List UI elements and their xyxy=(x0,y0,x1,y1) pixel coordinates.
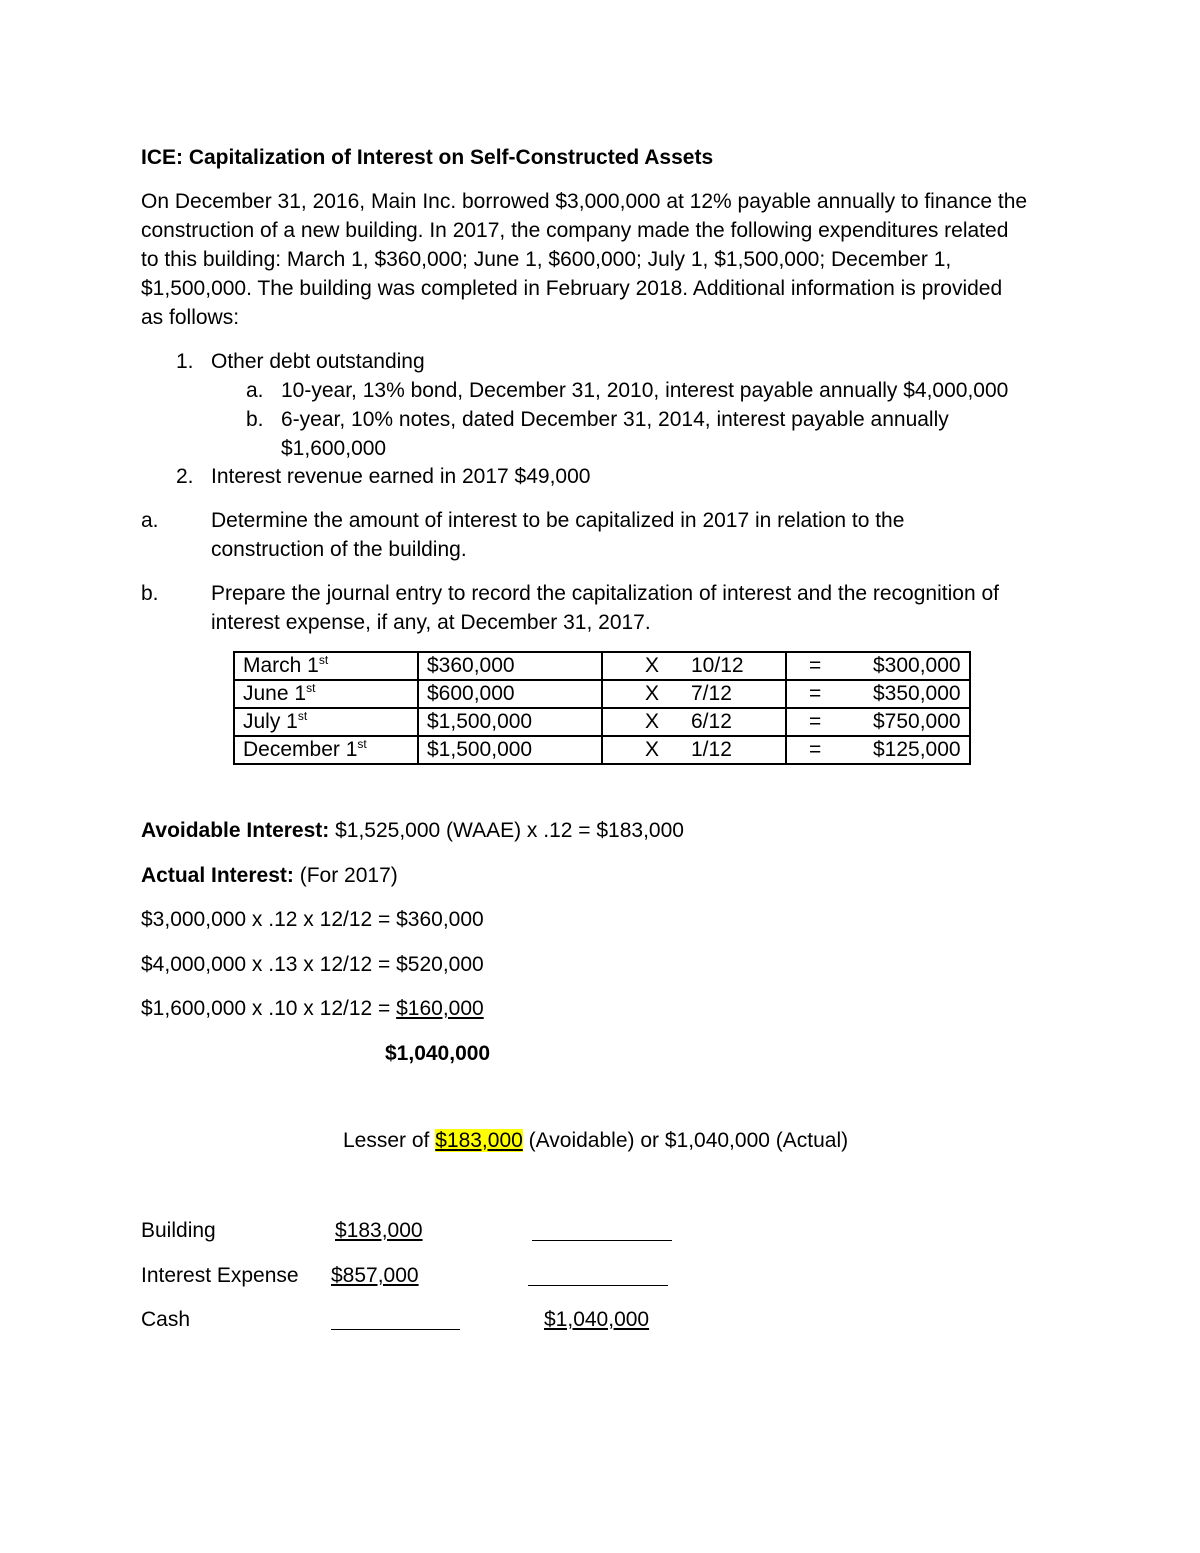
table-row xyxy=(234,708,970,736)
avoidable-label: Avoidable Interest: xyxy=(141,819,330,842)
lesser-suffix: (Avoidable) or $1,040,000 (Actual) xyxy=(522,1129,849,1152)
month-cell xyxy=(234,708,418,736)
calc-line: $4,000,000 x .13 x 12/12 = $520,000 xyxy=(141,953,484,976)
list-number: 2. xyxy=(176,465,194,488)
times-symbol: X xyxy=(645,710,660,733)
question-text: interest expense, if any, at December 31, 2017. xyxy=(211,611,651,634)
avoidable-calc: $1,525,000 (WAAE) x .12 = $183,000 xyxy=(329,819,684,842)
account-name: Interest Expense xyxy=(141,1264,299,1287)
list-letter: b. xyxy=(246,408,264,431)
fraction-cell xyxy=(602,652,786,680)
list-item: Other debt outstanding xyxy=(211,350,425,373)
problem-line: to this building: March 1, $360,000; June 1, $600,000; July 1, $1,500,000; December 1, xyxy=(141,248,952,271)
fraction-value: 1/12 xyxy=(691,738,732,761)
highlighted-amount: $183,000 xyxy=(435,1129,523,1152)
month-label: June 1 xyxy=(243,682,307,705)
result-value: $125,000 xyxy=(873,738,961,761)
blank-credit-line xyxy=(532,1218,672,1249)
debit-amount: $183,000 xyxy=(335,1219,423,1242)
result-value: $300,000 xyxy=(873,654,961,677)
account-name: Cash xyxy=(141,1308,191,1331)
table-row xyxy=(234,652,970,680)
list-number: 1. xyxy=(176,350,194,373)
list-item-continuation: $1,600,000 xyxy=(281,437,387,460)
result-cell xyxy=(786,736,970,764)
problem-line: as follows: xyxy=(141,306,240,329)
month-label: July 1 xyxy=(243,710,298,733)
question-text: Prepare the journal entry to record the capitalization of interest and the recognition of xyxy=(211,582,999,605)
result-cell xyxy=(786,708,970,736)
avoidable-interest xyxy=(141,816,684,845)
result-value: $750,000 xyxy=(873,710,961,733)
question-text: Determine the amount of interest to be capitalized in 2017 in relation to the xyxy=(211,509,905,532)
fraction-value: 7/12 xyxy=(691,682,732,705)
question-text: construction of the building. xyxy=(211,538,467,561)
amount-cell: $360,000 xyxy=(418,652,602,680)
list-item: 10-year, 13% bond, December 31, 2010, interest payable annually $4,000,000 xyxy=(281,379,1009,402)
expenditure-table xyxy=(233,651,971,765)
question-letter: b. xyxy=(141,582,159,605)
actual-label: Actual Interest: xyxy=(141,864,294,887)
amount-cell: $600,000 xyxy=(418,680,602,708)
calc-value: $160,000 xyxy=(396,997,484,1020)
equals-symbol: = xyxy=(809,738,822,761)
account-name: Building xyxy=(141,1219,216,1242)
month-cell xyxy=(234,736,418,764)
total-actual-interest: $1,040,000 xyxy=(385,1042,491,1065)
fraction-cell xyxy=(602,680,786,708)
debit-amount: $857,000 xyxy=(331,1264,419,1287)
table-row xyxy=(234,736,970,764)
list-item: 6-year, 10% notes, dated December 31, 2014, interest payable annually xyxy=(281,408,949,431)
month-cell xyxy=(234,652,418,680)
times-symbol: X xyxy=(645,682,660,705)
list-item: Interest revenue earned in 2017 $49,000 xyxy=(211,465,591,488)
result-cell xyxy=(786,680,970,708)
page-title: ICE: Capitalization of Interest on Self-Constructed Assets xyxy=(141,146,714,169)
problem-line: construction of a new building. In 2017, the company made the following expenditures related xyxy=(141,219,1009,242)
times-symbol: X xyxy=(645,738,660,761)
calc-prefix: $1,600,000 x .10 x 12/12 = xyxy=(141,997,397,1020)
equals-symbol: = xyxy=(809,710,822,733)
problem-line: On December 31, 2016, Main Inc. borrowed $3,000,000 at 12% payable annually to finance the xyxy=(141,190,1028,213)
calc-line: $3,000,000 x .12 x 12/12 = $360,000 xyxy=(141,908,484,931)
fraction-cell xyxy=(602,736,786,764)
problem-line: $1,500,000. The building was completed in February 2018. Additional information is provided xyxy=(141,277,1003,300)
equals-symbol: = xyxy=(809,682,822,705)
ordinal-suffix: st xyxy=(306,681,316,695)
ordinal-suffix: st xyxy=(297,709,308,723)
amount-cell: $1,500,000 xyxy=(418,736,602,764)
result-value: $350,000 xyxy=(873,682,961,705)
table-row xyxy=(234,680,970,708)
ordinal-suffix: st xyxy=(318,653,329,667)
actual-period: (For 2017) xyxy=(293,864,398,887)
fraction-value: 10/12 xyxy=(691,654,744,677)
month-cell xyxy=(234,680,418,708)
ordinal-suffix: st xyxy=(357,737,367,751)
equals-symbol: = xyxy=(809,654,822,677)
fraction-value: 6/12 xyxy=(691,710,732,733)
result-cell xyxy=(786,652,970,680)
month-label: December 1 xyxy=(243,738,358,761)
month-label: March 1 xyxy=(243,654,319,677)
list-letter: a. xyxy=(246,379,264,402)
amount-cell: $1,500,000 xyxy=(418,708,602,736)
lesser-prefix: Lesser of xyxy=(343,1129,436,1152)
credit-amount: $1,040,000 xyxy=(544,1308,650,1331)
actual-interest xyxy=(141,861,398,890)
fraction-cell xyxy=(602,708,786,736)
blank-debit-line xyxy=(331,1307,460,1338)
blank-credit-line xyxy=(528,1263,668,1294)
calc-line xyxy=(141,994,484,1023)
times-symbol: X xyxy=(645,654,660,677)
lesser-of-statement xyxy=(343,1126,848,1155)
question-letter: a. xyxy=(141,509,159,532)
